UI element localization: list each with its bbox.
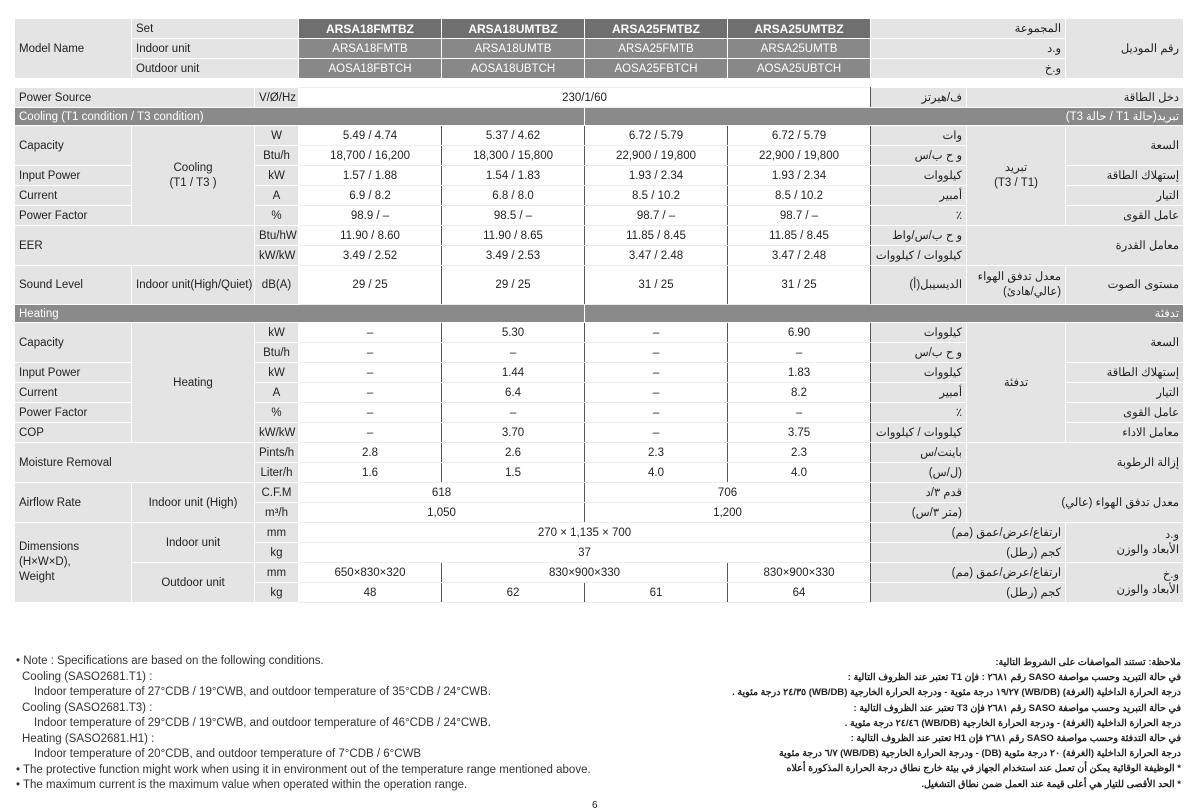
outdoor-model: AOSA25FBTCH (585, 59, 728, 79)
unit-cell: W (255, 126, 299, 146)
page-number: 6 (592, 800, 598, 811)
value-cell: 3.47 / 2.48 (728, 246, 871, 266)
unit-ar-cell: كيلووات / كيلووات (871, 246, 967, 266)
value-cell: – (442, 343, 585, 363)
unit-ar-cell: و ح ب/س/واط (871, 226, 967, 246)
row-label: COP (15, 423, 132, 443)
value-cell: 3.70 (442, 423, 585, 443)
note-line-ar: في حالة التبريد وحسب مواصفة SASO رقم ٢٦٨١ فإن T3 تعتبر عند الظروف التالية : (853, 702, 1181, 714)
cooling-eer-a-row (15, 226, 1184, 246)
value-cell: 1.83 (728, 363, 871, 383)
value-cell: 11.85 / 8.45 (728, 226, 871, 246)
value-cell: 8.2 (728, 383, 871, 403)
set-model: ARSA25FMTBZ (585, 19, 728, 39)
value-cell: – (299, 323, 442, 343)
note-line: Cooling (SASO2681.T1) : (22, 670, 153, 683)
indoor-model: ARSA18FMTB (299, 39, 442, 59)
value-cell: 8.5 / 10.2 (728, 186, 871, 206)
unit-ar-cell: أمبير (871, 383, 967, 403)
set-model: ARSA25UMTBZ (728, 19, 871, 39)
unit-ar-cell: كيلووات (871, 323, 967, 343)
value-cell: 61 (585, 583, 728, 603)
row-label: Power Factor (15, 206, 132, 226)
value-cell: 31 / 25 (585, 266, 728, 305)
row-label: Current (15, 186, 132, 206)
dim-outdoor-mm-row (15, 563, 1184, 583)
unit-ar-cell: (ل/س) (871, 463, 967, 483)
value-cell: – (299, 423, 442, 443)
heating-section-header (15, 305, 1184, 323)
value-cell: 5.30 (442, 323, 585, 343)
value-cell: 2.3 (728, 443, 871, 463)
unit-cell: A (255, 186, 299, 206)
value-cell: – (585, 363, 728, 383)
unit-cell: m³/h (255, 503, 299, 523)
note-line: Indoor temperature of 29°CDB / 19°CWB, and outdoor temperature of 46°CDB / 24°CWB. (34, 717, 491, 729)
airflow-label-ar: معدل تدفق الهواء (عالي) (967, 483, 1184, 523)
unit-ar-cell: ارتفاع/عرض/عمق (مم) (871, 563, 1066, 583)
heating-capacity-label-ar: السعة (1066, 323, 1184, 363)
value-cell: 22,900 / 19,800 (585, 146, 728, 166)
row-label: Power Factor (15, 403, 132, 423)
value-cell: 6.9 / 8.2 (299, 186, 442, 206)
outdoor-dim-label: Outdoor unit (132, 563, 255, 603)
note-line-ar: * الوظيفة الوقائية يمكن أن تعمل عند استخدام الجهاز في بيئة خارج نطاق درجة الحرارة المذكورة أعلاه (786, 763, 1181, 775)
note-line: Indoor temperature of 27°CDB / 19°CWB, and outdoor temperature of 35°CDB / 24°CWB. (34, 686, 491, 698)
unit-cell: kW/kW (255, 246, 299, 266)
value-cell: 1.6 (299, 463, 442, 483)
outdoor-label-ar: و.خ (871, 59, 1066, 79)
value-cell: 11.90 / 8.60 (299, 226, 442, 246)
value-cell: – (299, 363, 442, 383)
value-cell: 62 (442, 583, 585, 603)
indoor-model: ARSA25FMTB (585, 39, 728, 59)
unit-cell: Btu/hW (255, 226, 299, 246)
heating-group: Heating (132, 323, 255, 443)
value-cell: – (299, 403, 442, 423)
heating-header: Heating (15, 305, 585, 323)
unit-ar-cell: وات (871, 126, 967, 146)
power-label-ar: دخل الطاقة (967, 88, 1184, 108)
value-cell: 4.0 (585, 463, 728, 483)
unit-cell: % (255, 403, 299, 423)
value-cell: 3.75 (728, 423, 871, 443)
value-cell: 1.93 / 2.34 (585, 166, 728, 186)
row-label: Input Power (15, 166, 132, 186)
unit-ar-cell: الديسيبل(أ) (871, 266, 967, 305)
value-cell: 618 (299, 483, 585, 503)
model-name-label: Model Name (15, 19, 132, 79)
value-cell: – (585, 343, 728, 363)
row-label-ar: عامل القوى (1066, 206, 1184, 226)
value-cell: – (585, 423, 728, 443)
sound-sub-ar: معدل تدفق الهواء (عالي/هادئ) (967, 266, 1066, 305)
value-cell: 1.93 / 2.34 (728, 166, 871, 186)
outdoor-dim-label-ar: و.خ الأبعاد والوزن (1066, 563, 1184, 603)
power-unit-ar: ف/هيرتز (871, 88, 967, 108)
model-set-row (15, 19, 1184, 39)
value-cell: 29 / 25 (299, 266, 442, 305)
value-cell: 1,050 (299, 503, 585, 523)
note-line: • The maximum current is the maximum value when operated within the operation range. (16, 779, 468, 791)
set-label-ar: المجموعة (871, 19, 1066, 39)
note-line-ar: ملاحظة: تستند المواصفات على الشروط التالية: (995, 657, 1181, 668)
unit-cell: kW (255, 323, 299, 343)
note-line: • Note : Specifications are based on the following conditions. (16, 655, 324, 667)
value-cell: 11.85 / 8.45 (585, 226, 728, 246)
heating-group-ar: تدفئة (967, 323, 1066, 443)
note-line: • The protective function might work when using it in environment out of the temperature range mentioned above. (16, 763, 591, 776)
cooling-header: Cooling (T1 condition / T3 condition) (15, 108, 585, 126)
value-cell: 48 (299, 583, 442, 603)
value-cell: 2.6 (442, 443, 585, 463)
outdoor-model: AOSA25UBTCH (728, 59, 871, 79)
unit-cell: mm (255, 523, 299, 543)
unit-ar-cell: كجم (رطل) (871, 543, 1066, 563)
power-source-row (15, 88, 1184, 108)
set-label: Set (132, 19, 299, 39)
unit-cell: Btu/h (255, 146, 299, 166)
outdoor-model: AOSA18UBTCH (442, 59, 585, 79)
value-cell: 5.49 / 4.74 (299, 126, 442, 146)
value-cell: 706 (585, 483, 871, 503)
moisture-label-ar: إزالة الرطوبة (967, 443, 1184, 483)
unit-cell: dB(A) (255, 266, 299, 305)
value-cell: 98.5 / – (442, 206, 585, 226)
value-cell: 29 / 25 (442, 266, 585, 305)
unit-cell: % (255, 206, 299, 226)
eer-label-ar: معامل القدرة (967, 226, 1184, 266)
row-label: Current (15, 383, 132, 403)
dim-indoor-mm-row (15, 523, 1184, 543)
unit-cell: Pints/h (255, 443, 299, 463)
dimensions-label: Dimensions (H×W×D), Weight (15, 523, 132, 603)
unit-ar-cell: باينت/س (871, 443, 967, 463)
note-line-ar: في حالة التبريد وحسب مواصفة SASO رقم ٢٦٨١ : فإن T1 تعتبر عند الظروف التالية : (847, 672, 1181, 684)
airflow-cfm-row (15, 483, 1184, 503)
unit-ar-cell: كيلووات (871, 363, 967, 383)
value-cell: 1.5 (442, 463, 585, 483)
sound-row (15, 266, 1184, 305)
value-cell: 830×900×330 (442, 563, 728, 583)
value-cell: 1.44 (442, 363, 585, 383)
cooling-group: Cooling (T1 / T3 ) (132, 126, 255, 226)
moisture-pints-row (15, 443, 1184, 463)
value-cell: 3.47 / 2.48 (585, 246, 728, 266)
value-cell: 270 × 1,135 × 700 (299, 523, 871, 543)
unit-ar-cell: (متر ٣/س) (871, 503, 967, 523)
unit-ar-cell: كيلووات / كيلووات (871, 423, 967, 443)
value-cell: 830×900×330 (728, 563, 871, 583)
value-cell: 650×830×320 (299, 563, 442, 583)
value-cell: 1.54 / 1.83 (442, 166, 585, 186)
eer-label: EER (15, 226, 255, 266)
set-model: ARSA18UMTBZ (442, 19, 585, 39)
value-cell: – (442, 403, 585, 423)
value-cell: – (299, 383, 442, 403)
value-cell: 6.90 (728, 323, 871, 343)
value-cell: 8.5 / 10.2 (585, 186, 728, 206)
value-cell: 1,200 (585, 503, 871, 523)
unit-cell: kW/kW (255, 423, 299, 443)
power-value: 230/1/60 (299, 88, 871, 108)
value-cell: 2.8 (299, 443, 442, 463)
indoor-label: Indoor unit (132, 39, 299, 59)
value-cell: – (728, 343, 871, 363)
value-cell: 18,300 / 15,800 (442, 146, 585, 166)
unit-ar-cell: أمبير (871, 186, 967, 206)
value-cell: 31 / 25 (728, 266, 871, 305)
note-line: Heating (SASO2681.H1) : (22, 732, 155, 745)
row-label-ar: التيار (1066, 186, 1184, 206)
value-cell: 3.49 / 2.52 (299, 246, 442, 266)
value-cell: 1.57 / 1.88 (299, 166, 442, 186)
model-outdoor-row (15, 59, 1184, 79)
indoor-dim-label: Indoor unit (132, 523, 255, 563)
value-cell: 6.4 (442, 383, 585, 403)
english-notes (16, 654, 591, 794)
cooling-capacity-label: Capacity (15, 126, 132, 166)
cooling-header-ar: تبريد(حالة T1 / حالة T3) (585, 108, 1184, 126)
heating-header-ar: تدفئة (585, 305, 1184, 323)
unit-cell: A (255, 383, 299, 403)
cooling-section-header (15, 108, 1184, 126)
value-cell: 98.9 / – (299, 206, 442, 226)
unit-ar-cell: ارتفاع/عرض/عمق (مم) (871, 523, 1066, 543)
sound-sub: Indoor unit(High/Quiet) (132, 266, 255, 305)
value-cell: – (299, 343, 442, 363)
unit-cell: kg (255, 543, 299, 563)
value-cell: 18,700 / 16,200 (299, 146, 442, 166)
note-line-ar: درجة الحرارة الداخلية (الغرفة) (WB/DB) ١٩/٢٧ درجة مئوية - ودرجة الحرارة الخارجية (WB/DB) ٢٤/٣٥ درجة مئوية . (732, 687, 1181, 699)
note-line-ar: في حالة التدفئة وحسب مواصفة SASO رقم ٢٦٨١ فإن H1 تعتبر عند الظروف التالية : (850, 733, 1181, 745)
note-line-ar: درجة الحرارة الداخلية (الغرفة) - ودرجة الحرارة الخارجية (WB/DB) ٢٤/٤٦ درجة مئوية . (844, 717, 1181, 729)
row-label-ar: إستهلاك الطاقة (1066, 166, 1184, 186)
value-cell: 4.0 (728, 463, 871, 483)
value-cell: – (585, 403, 728, 423)
unit-ar-cell: و ح ب/س (871, 146, 967, 166)
power-unit: V/Ø/Hz (255, 88, 299, 108)
value-cell: 2.3 (585, 443, 728, 463)
indoor-dim-label-ar: و.د الأبعاد والوزن (1066, 523, 1184, 563)
note-line-ar: * الحد الأقصى للتيار هي أعلى قيمة عند العمل ضمن نطاق التشغيل. (921, 778, 1181, 790)
unit-cell: kW (255, 363, 299, 383)
value-cell: 5.37 / 4.62 (442, 126, 585, 146)
value-cell: 3.49 / 2.53 (442, 246, 585, 266)
unit-cell: mm (255, 563, 299, 583)
value-cell: 6.72 / 5.79 (585, 126, 728, 146)
indoor-label-ar: و.د (871, 39, 1066, 59)
unit-cell: kg (255, 583, 299, 603)
note-line: Indoor temperature of 20°CDB, and outdoor temperature of 7°CDB / 6°CWB (34, 748, 422, 760)
power-source-label: Power Source (15, 88, 255, 108)
unit-cell: C.F.M (255, 483, 299, 503)
unit-cell: Btu/h (255, 343, 299, 363)
note-line: Cooling (SASO2681.T3) : (22, 701, 153, 714)
arabic-notes (732, 655, 1181, 792)
value-cell: 22,900 / 19,800 (728, 146, 871, 166)
airflow-sub: Indoor unit (High) (132, 483, 255, 523)
outdoor-label: Outdoor unit (132, 59, 299, 79)
unit-cell: Liter/h (255, 463, 299, 483)
value-cell: 98.7 / – (728, 206, 871, 226)
model-indoor-row (15, 39, 1184, 59)
unit-ar-cell: ٪ (871, 206, 967, 226)
value-cell: 11.90 / 8.65 (442, 226, 585, 246)
sound-label-ar: مستوى الصوت (1066, 266, 1184, 305)
indoor-model: ARSA18UMTB (442, 39, 585, 59)
value-cell: – (585, 323, 728, 343)
outdoor-model: AOSA18FBTCH (299, 59, 442, 79)
spec-table (14, 18, 1184, 603)
set-model: ARSA18FMTBZ (299, 19, 442, 39)
unit-ar-cell: ٪ (871, 403, 967, 423)
unit-ar-cell: و ح ب/س (871, 343, 967, 363)
cooling-group-ar: تبريد (T3 / T1) (967, 126, 1066, 226)
cooling-capacity-w-row (15, 126, 1184, 146)
heating-capacity-label: Capacity (15, 323, 132, 363)
value-cell: 98.7 / – (585, 206, 728, 226)
row-label-ar: إستهلاك الطاقة (1066, 363, 1184, 383)
unit-ar-cell: كيلووات (871, 166, 967, 186)
row-label-ar: عامل القوى (1066, 403, 1184, 423)
indoor-model: ARSA25UMTB (728, 39, 871, 59)
model-name-label-ar: رقم الموديل (1066, 19, 1184, 79)
heating-capacity-kw-row (15, 323, 1184, 343)
moisture-label: Moisture Removal (15, 443, 255, 483)
airflow-label: Airflow Rate (15, 483, 132, 523)
note-line-ar: درجة الحرارة الداخلية (الغرفة) ٢٠ درجة مئوية (DB) - ودرجة الحرارة الخارجية (WB/DB) ٦/٧ درجة مئوية (778, 748, 1181, 760)
value-cell: – (585, 383, 728, 403)
unit-ar-cell: قدم ٣/د (871, 483, 967, 503)
cooling-capacity-label-ar: السعة (1066, 126, 1184, 166)
sound-label: Sound Level (15, 266, 132, 305)
row-label-ar: التيار (1066, 383, 1184, 403)
row-label-ar: معامل الاداء (1066, 423, 1184, 443)
row-label: Input Power (15, 363, 132, 383)
unit-cell: kW (255, 166, 299, 186)
unit-ar-cell: كجم (رطل) (871, 583, 1066, 603)
value-cell: 37 (299, 543, 871, 563)
value-cell: 64 (728, 583, 871, 603)
value-cell: 6.8 / 8.0 (442, 186, 585, 206)
value-cell: 6.72 / 5.79 (728, 126, 871, 146)
value-cell: – (728, 403, 871, 423)
